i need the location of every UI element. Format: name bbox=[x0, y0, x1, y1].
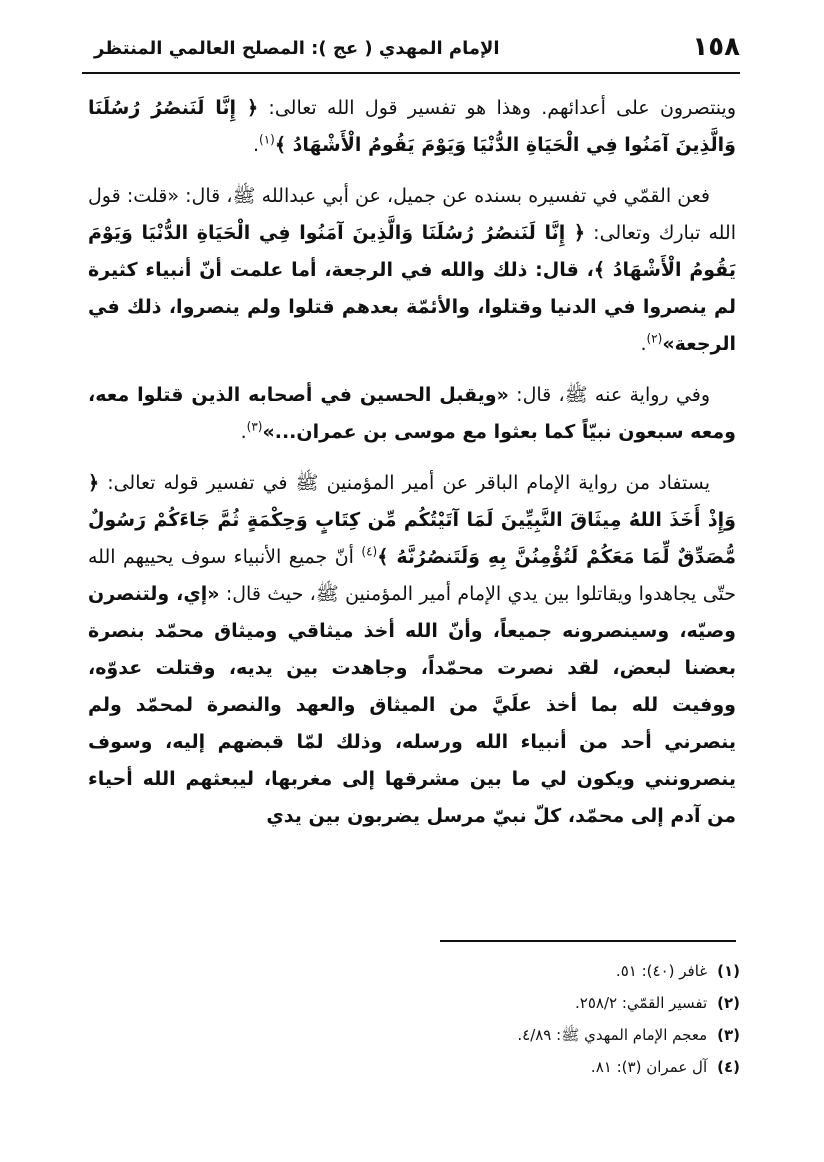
footnote-number: (١) bbox=[717, 962, 740, 980]
body-segment: . bbox=[640, 333, 647, 355]
footnote-text: غافر (٤٠): ٥١. bbox=[615, 962, 708, 980]
quran-verse: ﴿ إِنَّا لَنَنصُرُ رُسُلَنَا وَالَّذِينَ آمَنُوا فِي الْحَيَاةِ الدُّنْيَا وَيَوْمَ يَقُومُ الْأَشْهَادُ ﴾ bbox=[88, 222, 736, 281]
hadith-quote: «إي، ولتنصرن وصيّه، وسينصرونه جميعاً، وأنّ الله أخذ ميثاقي وميثاق محمّد بنصرة بعضنا لبعض، لقد نصرت محمّداً، وجاهدت بين يديه، وقتلت عدوّه، ووفيت لله بما أخذ علَيَّ من الميثاق والعهد والنصرة لمحمّد ولم ينصرني أحد من أنبياء الله ورسله، وذلك لمّا قبضهم إليه، وسوف ينصرونني ويكون لي ما بين مشرقها إلى مغربها، ليبعثهم الله أحياء من آدم إلى محمّد، كلّ نبيّ مرسل يضربون بين يدي bbox=[88, 583, 736, 827]
body-segment: أنّ جميع الأنبياء سوف يحييهم الله حتّى يجاهدوا ويقاتلوا بين يدي الإمام أمير المؤمنين ﷺ، حيث قال: bbox=[88, 546, 737, 605]
quran-verse: ﴿ إِنَّا لَنَنصُرُ رُسُلَنَا وَالَّذِينَ آمَنُوا فِي الْحَيَاةِ الدُّنْيَا وَيَوْمَ يَقُومُ الْأَشْهَادُ ﴾ bbox=[88, 97, 736, 156]
body-segment: . bbox=[252, 134, 260, 156]
paragraph-2 bbox=[88, 178, 736, 363]
footnote-marker: (٢) bbox=[646, 331, 663, 346]
footnote-text: تفسير القمّي: ٢٥٨/٢. bbox=[575, 994, 708, 1012]
hadith-quote: «ويقبل الحسين في أصحابه الذين قتلوا معه، ومعه سبعون نبيّاً كما بعثوا مع موسى بن عمران...» bbox=[88, 384, 736, 443]
hadith-quote: ، قال: ذلك والله في الرجعة، أما علمت أنّ أنبياء كثيرة لم ينصروا في الدنيا وقتلوا، والأئمّة بعدهم قتلوا ولم ينصروا، ذلك في الرجعة» bbox=[88, 259, 736, 355]
footnote-1 bbox=[88, 955, 740, 987]
footnote-3 bbox=[88, 1019, 740, 1051]
quran-verse: ﴿ وَإِذْ أَخَذَ اللهُ مِيثَاقَ النَّبِيِّينَ لَمَا آتَيْتُكُم مِّن كِتَابٍ وَحِكْمَةٍ ثُمَّ جَاءَكُمْ رَسُولٌ مُّصَدِّقٌ لِّمَا مَعَكُمْ لَتُؤْمِنُنَّ بِهِ وَلَتَنصُرُنَّهُ ﴾ bbox=[88, 472, 736, 568]
paragraph-3 bbox=[88, 377, 736, 451]
page-number: ١٥٨ bbox=[692, 32, 740, 62]
footnote-marker: (٤) bbox=[361, 544, 378, 559]
footnote-number: (٢) bbox=[717, 994, 740, 1012]
footnote-number: (٤) bbox=[717, 1058, 740, 1076]
header-rule bbox=[82, 72, 740, 74]
footnote-number: (٣) bbox=[717, 1026, 740, 1044]
paragraph-1 bbox=[88, 90, 736, 164]
footnote-2 bbox=[88, 987, 740, 1019]
body-segment: وفي رواية عنه ﷺ، قال: bbox=[508, 384, 710, 406]
footnote-marker: (٣) bbox=[246, 419, 263, 434]
footnote-rule bbox=[440, 940, 736, 942]
body-text bbox=[88, 90, 736, 849]
page-header bbox=[82, 30, 740, 70]
paragraph-4 bbox=[88, 465, 736, 835]
body-segment: وينتصرون على أعدائهم. وهذا هو تفسير قول الله تعالى: bbox=[258, 97, 736, 119]
body-segment: يستفاد من رواية الإمام الباقر عن أمير المؤمنين ﷺ في تفسير قوله تعالى: bbox=[99, 472, 710, 494]
running-title: الإمام المهدي ( عج ): المصلح العالمي المنتظر bbox=[94, 38, 500, 59]
footnote-4 bbox=[88, 1051, 740, 1083]
footnotes bbox=[88, 955, 740, 1083]
body-segment: فعن القمّي في تفسيره بسنده عن جميل، عن أبي عبدالله ﷺ، قال: «قلت: قول الله تبارك وتعالى: bbox=[88, 185, 737, 244]
footnote-marker: (١) bbox=[259, 132, 275, 147]
body-segment: . bbox=[240, 421, 247, 443]
footnote-text: معجم الإمام المهدي ﷺ: ٤/٨٩. bbox=[517, 1026, 708, 1044]
footnote-text: آل عمران (٣): ٨١. bbox=[590, 1058, 708, 1076]
